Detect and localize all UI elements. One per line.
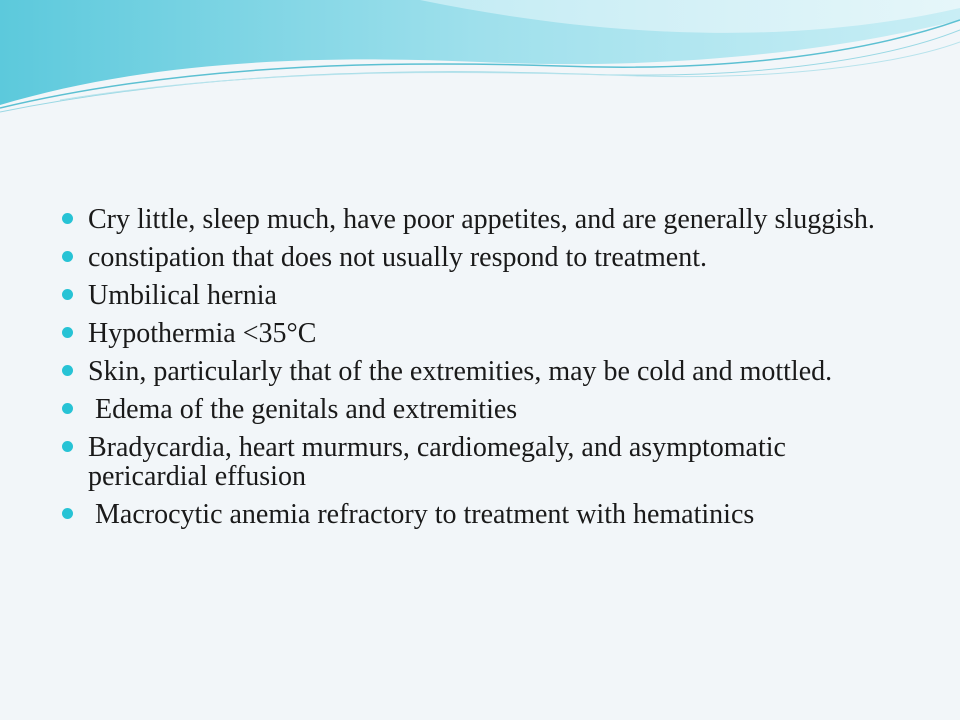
bullet-dot-icon bbox=[62, 508, 73, 519]
bullet-dot-icon bbox=[62, 403, 73, 414]
bullet-dot-icon bbox=[62, 327, 73, 338]
bullet-dot-icon bbox=[62, 365, 73, 376]
bullet-text: Cry little, sleep much, have poor appetites, and are generally sluggish. bbox=[88, 204, 875, 235]
bullet-list bbox=[60, 205, 900, 538]
bullet-text: constipation that does not usually respond to treatment. bbox=[88, 242, 707, 273]
bullet-dot-icon bbox=[62, 441, 73, 452]
bullet-item bbox=[60, 281, 900, 310]
bullet-text: Bradycardia, heart murmurs, cardiomegaly, and asymptomatic pericardial effusion bbox=[88, 432, 793, 492]
bullet-item bbox=[60, 433, 900, 491]
bullet-item bbox=[60, 395, 900, 424]
bullet-text: Edema of the genitals and extremities bbox=[88, 394, 518, 425]
bullet-text: Umbilical hernia bbox=[88, 280, 277, 311]
bullet-dot-icon bbox=[62, 213, 73, 224]
bullet-text: Skin, particularly that of the extremities, may be cold and mottled. bbox=[88, 356, 833, 387]
header-wave-decoration bbox=[0, 0, 960, 120]
bullet-item bbox=[60, 205, 900, 234]
bullet-item bbox=[60, 243, 900, 272]
bullet-text: Hypothermia <35°C bbox=[88, 318, 317, 349]
bullet-item bbox=[60, 319, 900, 348]
bullet-dot-icon bbox=[62, 251, 73, 262]
bullet-item bbox=[60, 357, 900, 386]
bullet-dot-icon bbox=[62, 289, 73, 300]
bullet-item bbox=[60, 500, 900, 529]
bullet-text: Macrocytic anemia refractory to treatment with hematinics bbox=[88, 499, 755, 530]
